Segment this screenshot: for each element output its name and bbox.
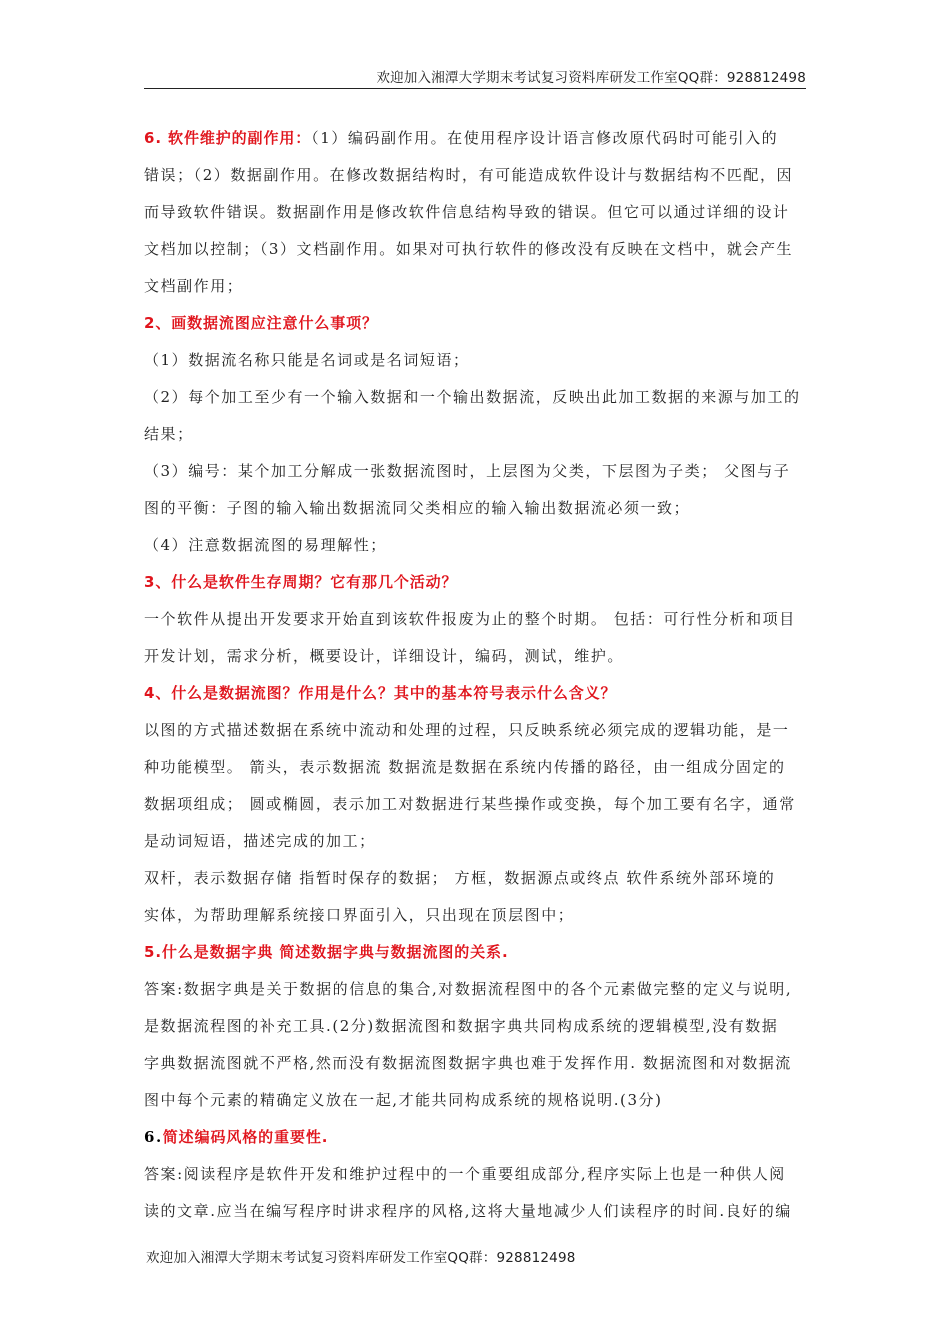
section-heading: [144, 1119, 808, 1156]
paragraph-line: 是动词短语，描述完成的加工；: [144, 832, 376, 850]
paragraph-line: 错误；（2）数据副作用。在修改数据结构时，有可能造成软件设计与数据结构不匹配，因: [144, 166, 794, 184]
paragraph-line: 是数据流程图的补充工具.(2分)数据流图和数据字典共同构成系统的逻辑模型,没有数据: [144, 1017, 779, 1035]
header-divider: [144, 88, 806, 89]
paragraph-line: 答案:数据字典是关于数据的信息的集合,对数据流程图中的各个元素做完整的定义与说明,: [144, 980, 793, 998]
section-heading: 4、什么是数据流图？作用是什么？其中的基本符号表示什么含义？: [144, 684, 617, 702]
paragraph-line: 结果；: [144, 425, 194, 443]
section-heading: 6. 软件维护的副作用：: [144, 129, 312, 147]
paragraph-text: （1）编码副作用。在使用程序设计语言修改原代码时可能引入的: [311, 129, 779, 147]
paragraph-line: 种功能模型。 箭头，表示数据流 数据流是数据在系统内传播的路径，由一组成分固定的: [144, 758, 786, 776]
paragraph-line: [144, 120, 808, 157]
paragraph-line: 开发计划，需求分析，概要设计，详细设计，编码，测试，维护。: [144, 647, 624, 665]
section-heading: 2、画数据流图应注意什么事项？: [144, 314, 378, 332]
paragraph-line: 读的文章.应当在编写程序时讲求程序的风格,这将大量地减少人们读程序的时间.良好的编: [144, 1202, 792, 1220]
paragraph-line: 图中每个元素的精确定义放在一起,才能共同构成系统的规格说明.(3分): [144, 1091, 663, 1109]
section-number: 6.: [144, 1128, 163, 1146]
paragraph-line: 实体，为帮助理解系统接口界面引入，只出现在顶层图中；: [144, 906, 575, 924]
paragraph-line: 以图的方式描述数据在系统中流动和处理的过程，只反映系统必须完成的逻辑功能，是一: [144, 721, 790, 739]
paragraph-line: 图的平衡：子图的输入输出数据流同父类相应的输入输出数据流必须一致；: [144, 499, 691, 517]
section-heading: 5.什么是数据字典 简述数据字典与数据流图的关系.: [144, 943, 509, 961]
paragraph-line: （1）数据流名称只能是名词或是名词短语；: [144, 351, 470, 369]
paragraph-line: （4）注意数据流图的易理解性；: [144, 536, 387, 554]
section-heading: 3、什么是软件生存周期？它有那几个活动？: [144, 573, 458, 591]
paragraph-line: （2）每个加工至少有一个输入数据和一个输出数据流，反映出此加工数据的来源与加工的: [144, 388, 801, 406]
paragraph-line: 字典数据流图就不严格,然而没有数据流图数据字典也难于发挥作用. 数据流图和对数据流: [144, 1054, 792, 1072]
paragraph-line: 文档副作用；: [144, 277, 244, 295]
paragraph-line: 一个软件从提出开发要求开始直到该软件报废为止的整个时期。 包括：可行性分析和项目: [144, 610, 796, 628]
paragraph-line: 答案:阅读程序是软件开发和维护过程中的一个重要组成部分,程序实际上也是一种供人阅: [144, 1165, 786, 1183]
paragraph-line: 文档加以控制；（3）文档副作用。如果对可执行软件的修改没有反映在文档中，就会产生: [144, 240, 794, 258]
document-body: [144, 120, 808, 1230]
section-heading-text: 简述编码风格的重要性.: [162, 1128, 329, 1146]
paragraph-line: 数据项组成； 圆或椭圆，表示加工对数据进行某些操作或变换，每个加工要有名字，通常: [144, 795, 796, 813]
page-footer: 欢迎加入湘潭大学期末考试复习资料库研发工作室QQ群：928812498: [146, 1250, 576, 1266]
paragraph-line: 而导致软件错误。数据副作用是修改软件信息结构导致的错误。但它可以通过详细的设计: [144, 203, 790, 221]
page-header: 欢迎加入湘潭大学期末考试复习资料库研发工作室QQ群：928812498: [376, 70, 806, 86]
paragraph-line: （3）编号：某个加工分解成一张数据流图时，上层图为父类，下层图为子类； 父图与子: [144, 462, 791, 480]
paragraph-line: 双杆，表示数据存储 指暂时保存的数据； 方框，数据源点或终点 软件系统外部环境的: [144, 869, 776, 887]
